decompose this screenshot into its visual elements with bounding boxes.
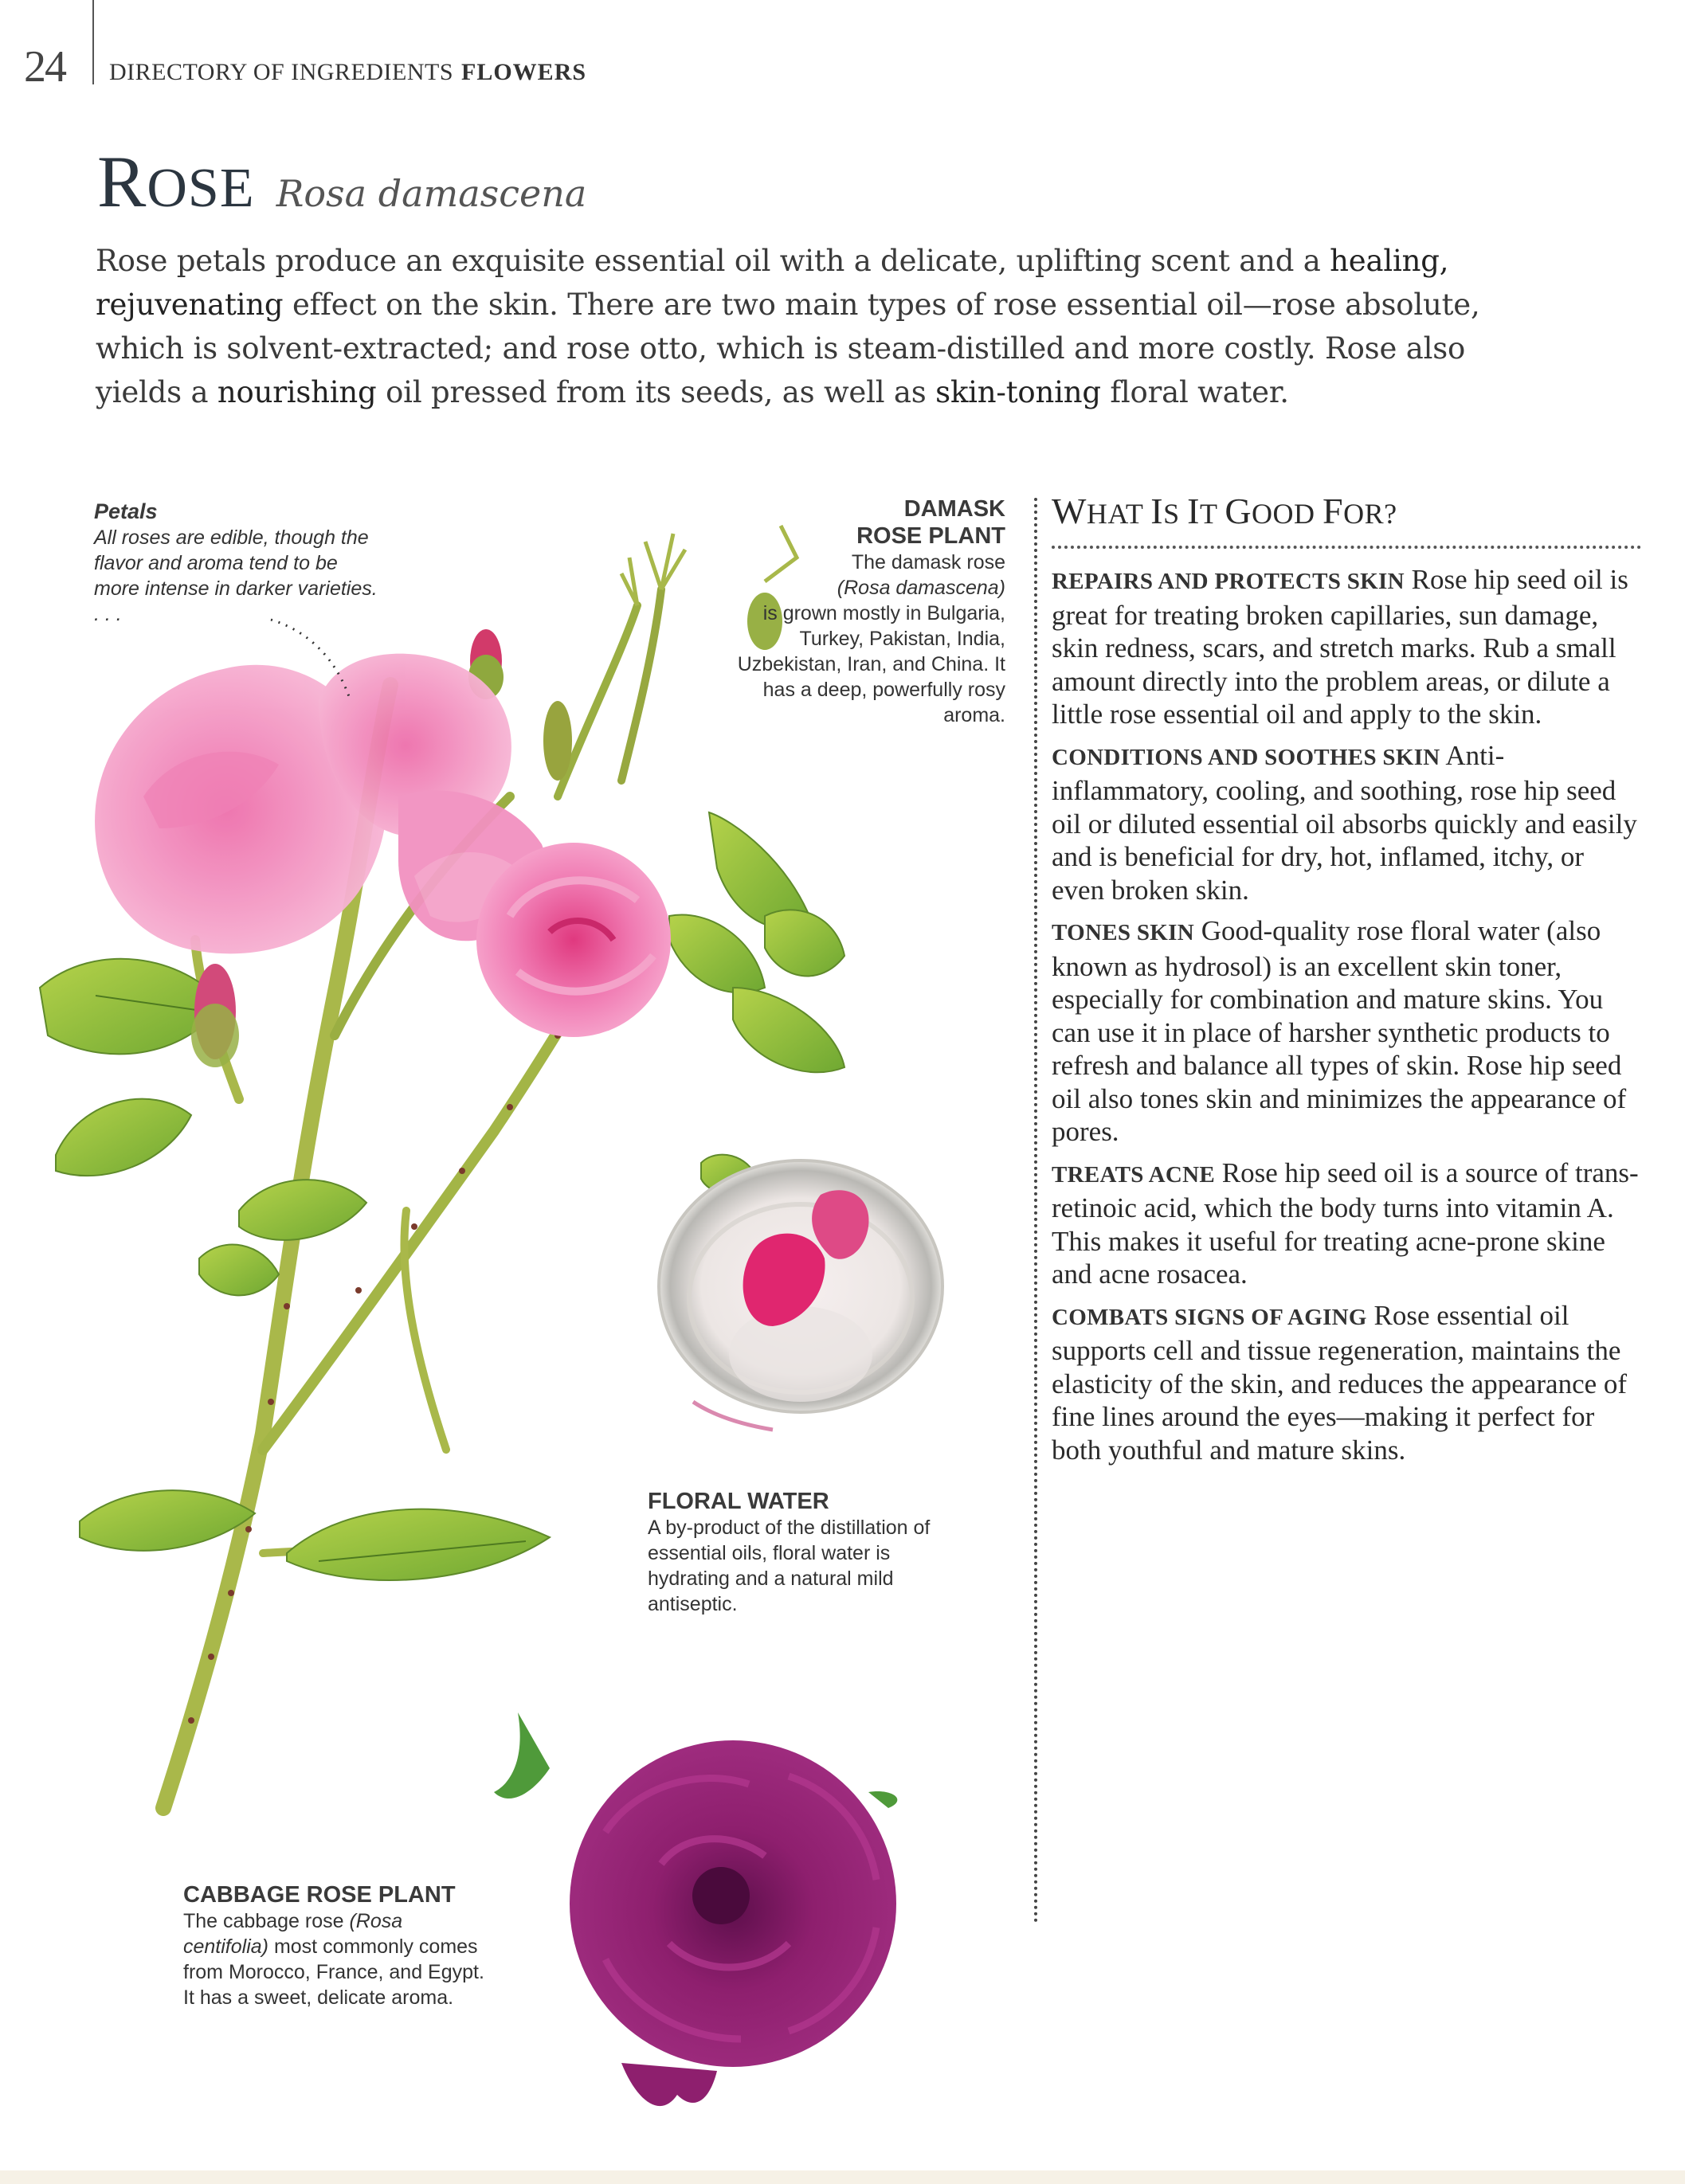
caption-text: All roses are edible, though the flavor and aroma tend to be more intense in darker varieties. . . .	[94, 526, 378, 625]
caption-heading: Petals	[94, 499, 158, 523]
benefit-key: TREATS ACNE	[1052, 1161, 1216, 1188]
benefit-item	[1052, 739, 1641, 907]
benefit-text: Rose hip seed oil is great for treating broken capillaries, sun damage, skin redness, scars, and stretch marks. Rub a small amount directly into the problem areas, or dilute a little rose essential oil and apply to the skin.	[1052, 564, 1628, 730]
column-divider	[1034, 498, 1037, 1924]
section-label: DIRECTORY OF INGREDIENTS	[109, 59, 454, 85]
caption-heading: ROSE PLANT	[856, 523, 1005, 549]
benefit-text: Rose essential oil supports cell and tissue regeneration, maintains the elasticity of the skin, and reduces the appearance of fine lines around the eyes—making it perfect for both youthful and mature skins.	[1052, 1299, 1628, 1466]
benefit-item	[1052, 1299, 1641, 1467]
page-number: 24	[24, 42, 65, 92]
caption-cabbage-rose-plant: CABBAGE ROSE PLANT The cabbage rose (Rosa centifolia) most commonly comes from Morocco, France, and Egypt. It has a sweet, delicate aroma.	[183, 1881, 486, 2010]
intro-paragraph: Rose petals produce an exquisite essential oil with a delicate, uplifting scent and a healing, rejuvenating effect on the skin. There are two main types of rose essential oil—rose absolute, which is solvent-extracted; and rose otto, which is steam-distilled and more costly. Rose also yields a nourishing oil pressed from its seeds, as well as skin-toning floral water.	[96, 244, 1480, 409]
scientific-name: Rosa damascena	[276, 172, 587, 215]
heading-dotted-rule	[1052, 546, 1641, 549]
caption-damask-rose-plant: DAMASK ROSE PLANT The damask rose (Rosa damascena) is grown mostly in Bulgaria, Turkey, Pakistan, India, Uzbekistan, Iran, and China. It has a deep, powerfully rosy aroma.	[717, 495, 1005, 728]
benefit-key: REPAIRS AND PROTECTS SKIN	[1052, 569, 1405, 594]
caption-floral-water	[648, 1488, 950, 1617]
benefit-text: Rose hip seed oil is a source of trans-retinoic acid, which the body turns into vitamin A. This makes it useful for treating acne-prone skine and acne rosacea.	[1052, 1157, 1639, 1290]
damask-rose-bud-open	[476, 843, 671, 1037]
caption-text: A by-product of the distillation of essential oils, floral water is hydrating and a natural mild antiseptic.	[648, 1517, 931, 1615]
benefit-key: TONES SKIN	[1052, 920, 1194, 945]
benefit-text: Good-quality rose floral water (also known as hydrosol) is an excellent skin toner, especially for combination and mature skins. You can use it in place of harsher synthetic products to refresh and balance all types of skin. Rose hip seed oil also tones skin and minimizes the appearance of pores.	[1052, 915, 1627, 1147]
benefit-key: CONDITIONS AND SOOTHES SKIN	[1052, 744, 1440, 770]
common-name: ROSE	[97, 141, 255, 222]
benefit-item	[1052, 914, 1641, 1149]
what-is-it-good-for-panel	[1052, 487, 1641, 1474]
caption-heading: CABBAGE ROSE PLANT	[183, 1882, 456, 1908]
subsection-label: FLOWERS	[461, 59, 587, 85]
caption-heading: FLORAL WATER	[648, 1489, 829, 1514]
benefit-text: Anti-inflammatory, cooling, and soothing, rose hip seed oil or diluted essential oil absorbs quickly and easily and is beneficial for dry, hot, inflamed, itchy, or even broken skin.	[1052, 739, 1637, 906]
benefit-item	[1052, 563, 1641, 731]
benefit-item	[1052, 1157, 1641, 1291]
panel-heading: WHAT IS IT GOOD FOR?	[1052, 491, 1397, 531]
scan-edge	[0, 2170, 1685, 2184]
caption-petals	[94, 498, 381, 627]
caption-heading: DAMASK	[903, 496, 1005, 522]
benefit-key: COMBATS SIGNS OF AGING	[1052, 1304, 1367, 1330]
damask-rose-bloom	[95, 654, 546, 954]
floral-water-bowl-image	[659, 1160, 942, 1430]
cabbage-rose-image	[494, 1712, 897, 2106]
